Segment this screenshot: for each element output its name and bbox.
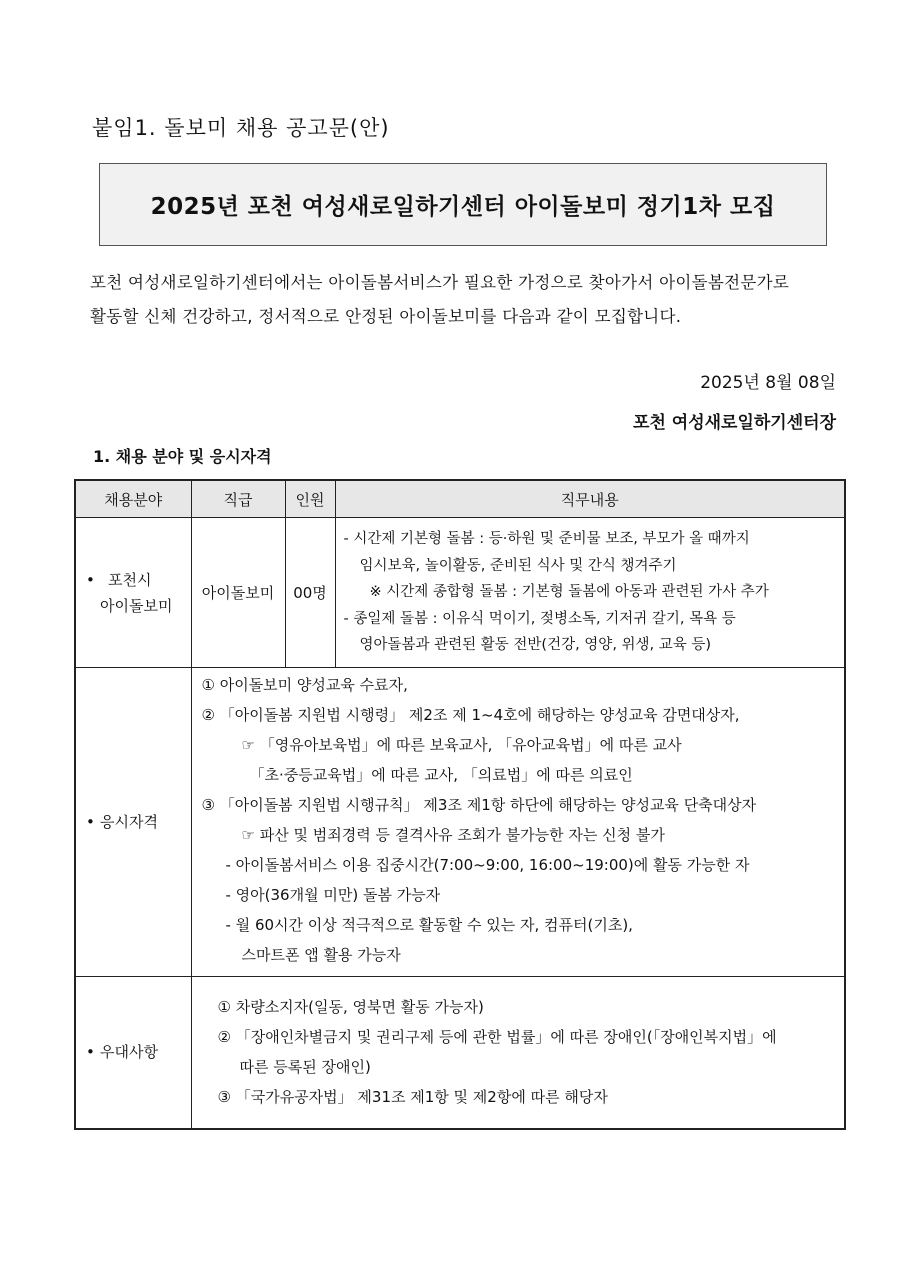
qualification-line: 스마트폰 앱 활용 가능자: [241, 946, 401, 964]
bullet: •: [86, 570, 95, 589]
count-cell: 00명: [285, 518, 335, 668]
intro-paragraph: [90, 266, 840, 334]
qualification-line: ③ 「아이돌봄 지원법 시행규칙」 제3조 제1항 하단에 해당하는 양성교육 단축대상자: [201, 796, 757, 814]
qualifications-cell: [191, 668, 845, 977]
preferences-cell: [191, 977, 845, 1129]
intro-line: 활동할 신체 건강하고, 정서적으로 안정된 아이돌보미를 다음과 같이 모집합니다.: [90, 307, 682, 326]
duty-line: ※ 시간제 종합형 돌봄 : 기본형 돌봄에 아동과 관련된 가사 추가: [369, 584, 769, 601]
preference-line: ② 「장애인차별금지 및 권리구제 등에 관한 법률」에 따른 장애인(「장애인복지법」에: [217, 1028, 777, 1047]
table-row: [75, 977, 845, 1129]
title-box: [99, 163, 827, 246]
section-title: 1. 채용 분야 및 응시자격: [93, 447, 272, 466]
header-duties: 직무내용: [335, 480, 845, 518]
rank-cell: 아이돌보미: [191, 518, 285, 668]
table-row: [75, 518, 845, 668]
preference-line: ① 차량소지자(일동, 영북면 활동 가능자): [217, 998, 484, 1017]
qualification-line: - 월 60시간 이상 적극적으로 활동할 수 있는 자, 컴퓨터(기초),: [225, 916, 633, 934]
header-count: 인원: [285, 480, 335, 518]
bullet: •: [86, 1043, 95, 1062]
qualification-line: ② 「아이돌봄 지원법 시행령」 제2조 제 1~4호에 해당하는 양성교육 감면대상자,: [201, 706, 740, 724]
preference-line: 따른 등록된 장애인): [239, 1058, 371, 1077]
qualification-line: ☞ 「영유아보육법」에 따른 보육교사, 「유아교육법」에 따른 교사: [241, 736, 682, 754]
duty-line: 영아돌봄과 관련된 활동 전반(건강, 영양, 위생, 교육 등): [359, 637, 712, 654]
attachment-label: 붙임1. 돌보미 채용 공고문(안): [92, 116, 390, 140]
category-line: 아이돌보미: [100, 596, 173, 615]
table-row: [75, 668, 845, 977]
category-cell: [75, 518, 191, 668]
category-cell: [75, 668, 191, 977]
category-label: 응시자격: [100, 813, 158, 831]
announcement-date: 2025년 8월 08일: [700, 373, 836, 393]
page-title: 2025년 포천 여성새로일하기센터 아이돌보미 정기1차 모집: [150, 194, 776, 220]
bullet: •: [86, 813, 95, 831]
table-header-row: [75, 480, 845, 518]
category-label: 우대사항: [100, 1043, 158, 1062]
category-cell: [75, 977, 191, 1129]
duties-cell: [335, 518, 845, 668]
intro-line: 포천 여성새로일하기센터에서는 아이돌봄서비스가 필요한 가정으로 찾아가서 아이돌봄전문가로: [90, 273, 790, 292]
preference-line: ③ 「국가유공자법」 제31조 제1항 및 제2항에 따른 해당자: [217, 1088, 608, 1107]
header-rank: 직급: [191, 480, 285, 518]
category-line: 포천시: [108, 570, 152, 589]
qualification-line: - 아이돌봄서비스 이용 집중시간(7:00~9:00, 16:00~19:00)에 활동 가능한 자: [225, 856, 750, 874]
organization-name: 포천 여성새로일하기센터장: [633, 413, 836, 433]
duty-line: - 시간제 기본형 돌봄 : 등·하원 및 준비물 보조, 부모가 올 때까지: [343, 531, 750, 548]
qualification-line: ☞ 파산 및 범죄경력 등 결격사유 조회가 불가능한 자는 신청 불가: [241, 826, 665, 844]
duty-line: - 종일제 돌봄 : 이유식 먹이기, 젖병소독, 기저귀 갈기, 목욕 등: [343, 610, 736, 627]
qualification-line: - 영아(36개월 미만) 돌봄 가능자: [225, 886, 441, 904]
recruitment-table: [74, 479, 846, 1130]
qualification-line: ① 아이돌보미 양성교육 수료자,: [201, 676, 408, 694]
qualification-line: 「초·중등교육법」에 따른 교사, 「의료법」에 따른 의료인: [249, 766, 633, 784]
header-field: 채용분야: [75, 480, 191, 518]
duty-line: 임시보육, 놀이활동, 준비된 식사 및 간식 챙겨주기: [359, 557, 677, 574]
